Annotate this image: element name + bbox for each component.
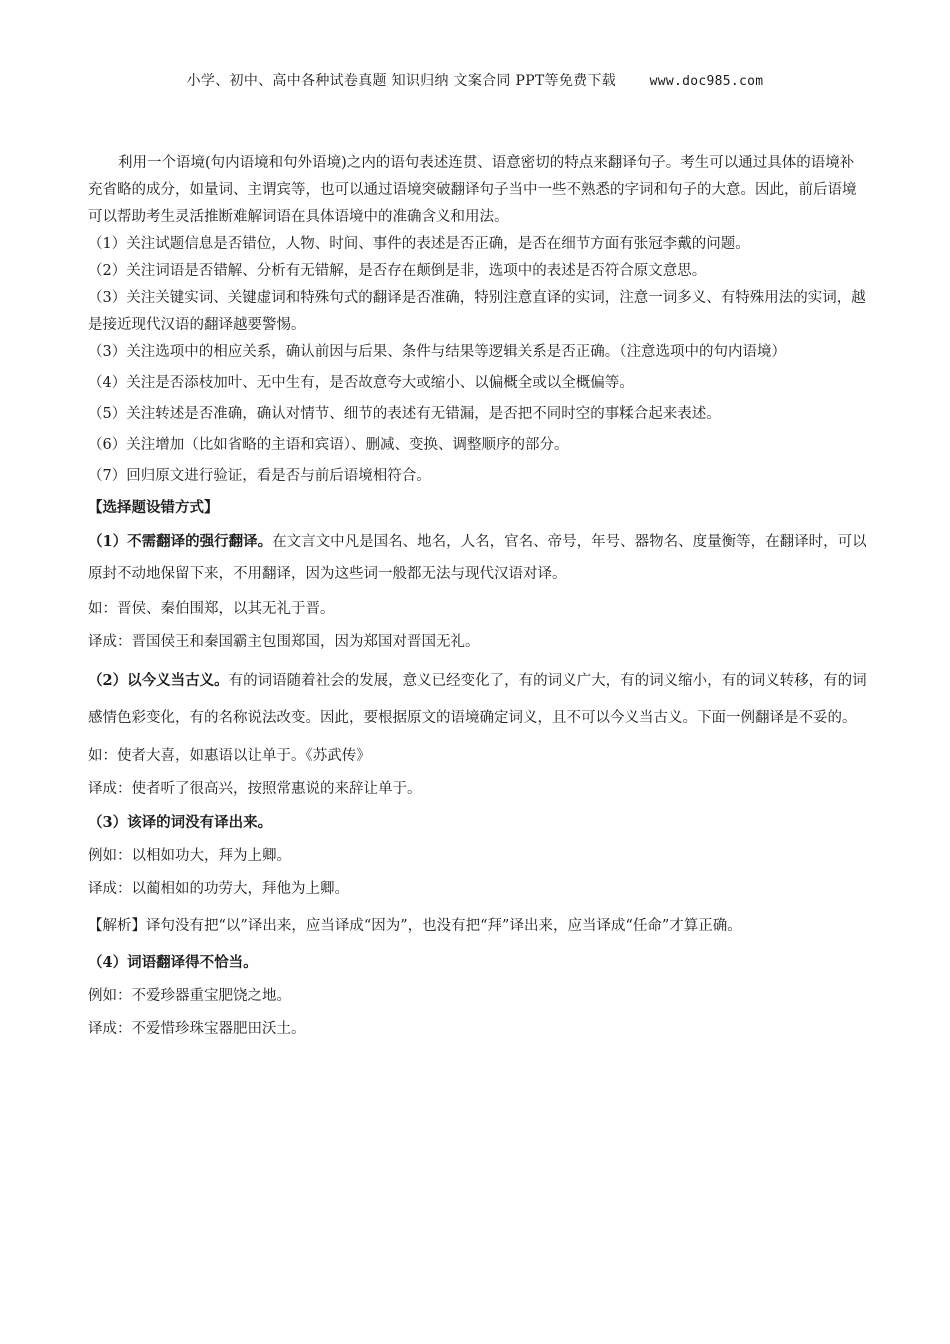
point-4: （3）关注选项中的相应关系，确认前因与后果、条件与结果等逻辑关系是否正确。（注意选项中的句内语境） <box>88 344 786 360</box>
method-4-translation: 译成：不爱惜珍珠宝器肥田沃土。 <box>88 1021 306 1037</box>
method-2-translation: 译成：使者听了很高兴，按照常惠说的来辞让单于。 <box>88 781 422 797</box>
point-3: （3）关注关键实词、关键虚词和特殊句式的翻译是否准确，特别注意直译的实词，注意一词多义、有特殊用法的实词，越是接近现代汉语的翻译越要警惕。 <box>88 290 866 333</box>
page-header <box>0 70 950 90</box>
point-7: （6）关注增加（比如省略的主语和宾语）、删减、变换、调整顺序的部分。 <box>88 437 569 453</box>
method-3-title: （3）该译的词没有译出来。 <box>88 814 273 831</box>
method-2 <box>88 662 868 737</box>
method-1-title: （1）不需翻译的强行翻译。 <box>88 533 273 550</box>
analysis-text: 译句没有把“以”译出来，应当译成“因为”，也没有把“拜”译出来，应当译成“任命”才算正确。 <box>146 918 742 934</box>
header-url[interactable]: www.doc985.com <box>649 74 764 89</box>
point-5: （4）关注是否添枝加叶、无中生有，是否故意夸大或缩小、以偏概全或以全概偏等。 <box>88 375 634 391</box>
method-1-example: 如：晋侯、秦伯围郑，以其无礼于晋。 <box>88 601 335 617</box>
method-3 <box>88 809 868 837</box>
point-8: （7）回归原文进行验证，看是否与前后语境相符合。 <box>88 468 431 484</box>
method-3-example: 例如：以相如功大，拜为上卿。 <box>88 848 291 864</box>
point-2: （2）关注词语是否错解、分析有无错解，是否存在颠倒是非，选项中的表述是否符合原文意思。 <box>88 263 707 279</box>
method-4 <box>88 949 868 977</box>
header-text: 小学、初中、高中各种试卷真题 知识归纳 文案合同 PPT等免费下载 <box>186 73 617 89</box>
method-3-translation: 译成：以蔺相如的功劳大，拜他为上卿。 <box>88 881 349 897</box>
method-4-example: 例如：不爱珍器重宝肥饶之地。 <box>88 988 291 1004</box>
method-1-translation: 译成：晋国侯王和秦国霸主包围郑国，因为郑国对晋国无礼。 <box>88 634 480 650</box>
document-body <box>88 150 868 1043</box>
method-2-body: 有的词语随着社会的发展，意义已经变化了，有的词义广大，有的词义缩小，有的词义转移，有的词感情色彩变化，有的名称说法改变。因此，要根据原文的语境确定词义，且不可以今义当古义。下面一例翻译是不妥的。 <box>88 673 867 726</box>
method-1-body: 在文言文中凡是国名、地名，人名，官名、帝号，年号、器物名、度量衡等，在翻译时，可以原封不动地保留下来，不用翻译，因为这些词一般都无法与现代汉语对译。 <box>88 534 867 582</box>
point-1: （1）关注试题信息是否错位，人物、时间、事件的表述是否正确，是否在细节方面有张冠李戴的问题。 <box>88 236 750 252</box>
method-1 <box>88 526 868 590</box>
method-4-title: （4）词语翻译得不恰当。 <box>88 954 258 971</box>
point-6: （5）关注转述是否准确，确认对情节、细节的表述有无错漏，是否把不同时空的事糅合起来表述。 <box>88 406 721 422</box>
analysis-label: 【解析】 <box>88 918 146 934</box>
method-3-analysis <box>88 909 868 943</box>
method-2-title: （2）以今义当古义。 <box>88 672 229 689</box>
method-2-example: 如：使者大喜，如惠语以让单于。《苏武传》 <box>88 748 371 764</box>
intro-paragraph: 利用一个语境(句内语境和句外语境)之内的语句表述连贯、语意密切的特点来翻译句子。考生可以通过具体的语境补充省略的成分，如量词、主谓宾等，也可以通过语境突破翻译句子当中一些不熟悉的字词和句子的大意。因此，前后语境可以帮助考生灵活推断难解词语在具体语境中的准确含义和用法。 <box>88 155 857 225</box>
section-title: 【选择题设错方式】 <box>88 499 219 516</box>
